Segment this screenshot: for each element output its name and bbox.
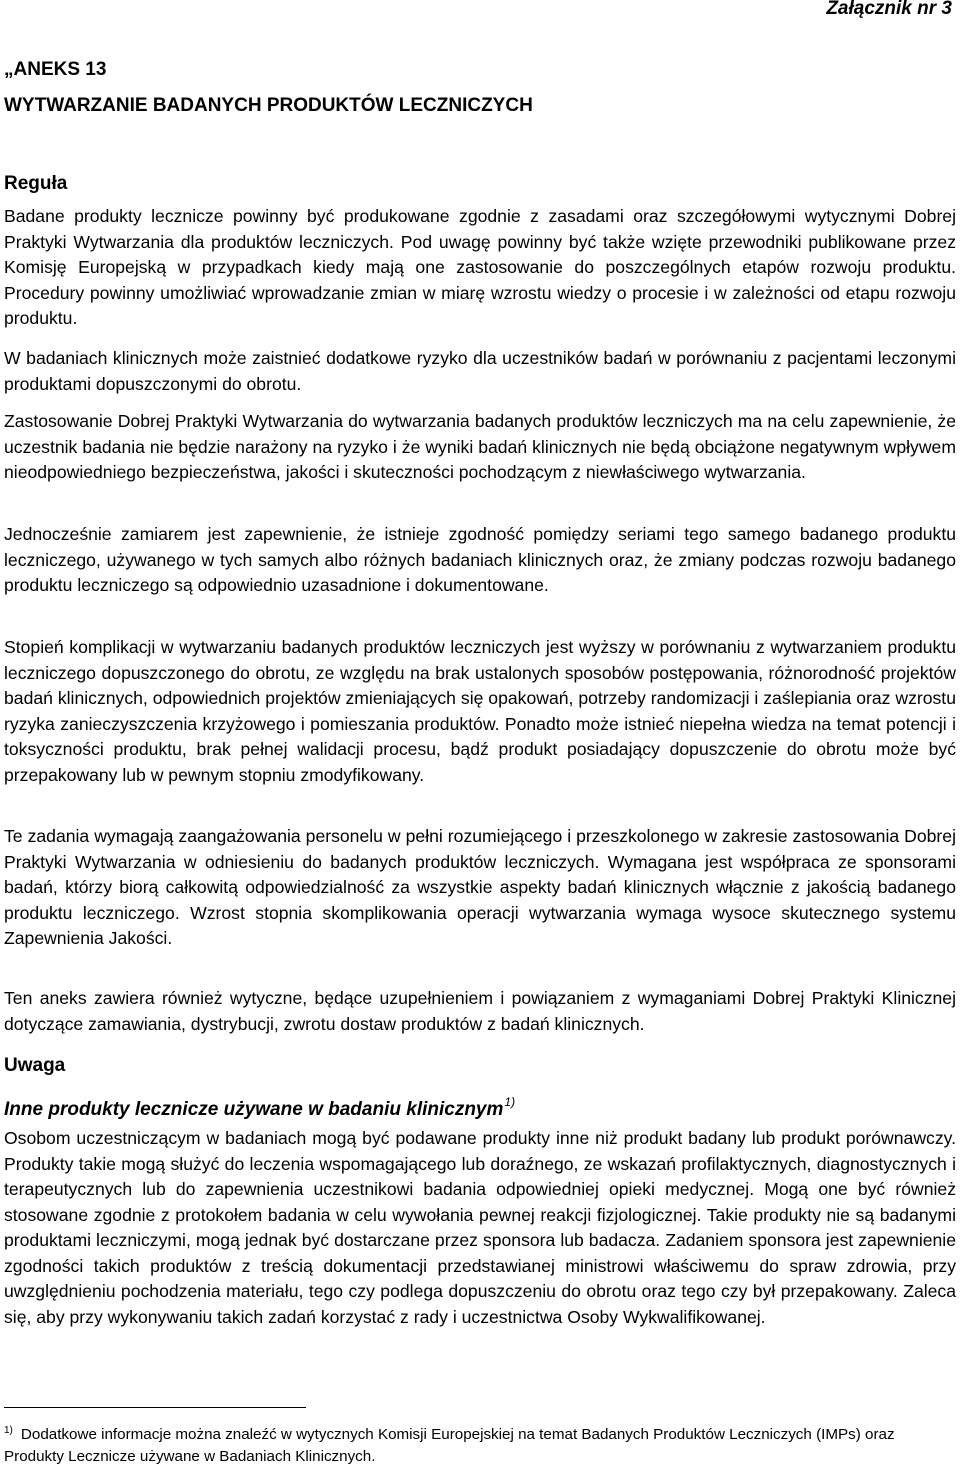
rule-paragraph: Te zadania wymagają zaangażowania personelu w pełni rozumiejącego i przeszkolonego w zakresie zastosowania Dobrej Praktyki Wytwarzania w odniesieniu do badanych produktów leczniczych. Wymagana jest współpraca ze sponsorami badań, którzy biorą całkowitą odpowiedzialność za wszystkie aspekty badań klinicznych włącznie z jakością badanego produktu leczniczego. Wzrost stopnia skomplikowania operacji wytwarzania wymaga wysoce skutecznego systemu Zapewnienia Jakości. — [4, 826, 956, 948]
annex-title: WYTWARZANIE BADANYCH PRODUKTÓW LECZNICZYCH — [4, 95, 533, 116]
rule-paragraph: Badane produkty lecznicze powinny być produkowane zgodnie z zasadami oraz szczegółowymi wytycznymi Dobrej Praktyki Wytwarzania dla produktów leczniczych. Pod uwagę powinny być także wzięte przewodniki publikowane przez Komisję Europejską w przypadkach kiedy mają one zastosowanie do poszczególnych etapów rozwoju produktu. Procedury powinny umożliwiać wprowadzanie zmian w miarę wzrostu wiedzy o procesie i w zależności od etapu rozwoju produktu. — [4, 206, 956, 328]
other-products-heading — [4, 1090, 515, 1122]
annex-number: „ANEKS 13 — [4, 59, 107, 80]
rule-paragraph: Zastosowanie Dobrej Praktyki Wytwarzania do wytwarzania badanych produktów leczniczych ma na celu zapewnienie, że uczestnik badania nie będzie narażony na ryzyko i że wyniki badań klinicznych nie będą obciążone negatywnym wpływem nieodpowiedniego bezpieczeństwa, jakości i skuteczności pochodzącym z niewłaściwego wytwarzania. — [4, 411, 956, 482]
rule-paragraph: Jednocześnie zamiarem jest zapewnienie, że istnieje zgodność pomiędzy seriami tego samego badanego produktu leczniczego, używanego w tych samych albo różnych badaniach klinicznych oraz, że zmiany podczas rozwoju badanego produktu leczniczego są odpowiednio uzasadnione i dokumentowane. — [4, 524, 956, 595]
note-heading: Uwaga — [4, 1055, 66, 1076]
rule-heading: Reguła — [4, 173, 68, 194]
note-paragraph: Osobom uczestniczącym w badaniach mogą być podawane produkty inne niż produkt badany lub produkt porównawczy. Produkty takie mogą służyć do leczenia wspomagającego lub doraźnego, ze wskazań profilaktycznych, diagnostycznych i terapeutycznych lub do zapewnienia uczestnikowi badania odpowiedniej opieki medycznej. Mogą one być również stosowane zgodnie z protokołem badania w celu wywołania pewnej reakcji fizjologicznej. Takie produkty nie są badanymi produktami leczniczymi, mogą jednak być dostarczane przez sponsora lub badacza. Zadaniem sponsora jest zapewnienie zgodności takich produktów z treścią dokumentacji przedstawianej ministrowi właściwemu do spraw zdrowia, przy uwzględnieniu pochodzenia materiału, tego czy podlega dopuszczeniu do obrotu oraz tego czy był przepakowany. Zaleca się, aby przy wykonywaniu takich zadań korzystać z rady i uczestnictwa Osoby Wykwalifikowanej. — [4, 1128, 956, 1327]
footnote-marker: 1) — [4, 1425, 13, 1436]
rule-paragraph: W badaniach klinicznych może zaistnieć dodatkowe ryzyko dla uczestników badań w porównaniu z pacjentami leczonymi produktami dopuszczonymi do obrotu. — [4, 348, 956, 394]
rule-paragraph: Stopień komplikacji w wytwarzaniu badanych produktów leczniczych jest wyższy w porównaniu z wytwarzaniem produktu leczniczego dopuszczonego do obrotu, ze względu na brak ustalonych sposobów postępowania, różnorodność projektów badań klinicznych, odpowiednich projektów zmieniających się opakowań, potrzeby randomizacji i zaślepiania oraz wzrostu ryzyka zanieczyszczenia krzyżowego i pomieszania produktów. Ponadto może istnieć niepełna wiedza na temat potencji i toksyczności produktu, brak pełnej walidacji procesu, bądź produkt posiadający dopuszczenie do obrotu może być przepakowany lub w pewnym stopniu zmodyfikowany. — [4, 637, 956, 785]
other-products-heading-text: Inne produkty lecznicze używane w badaniu klinicznym — [4, 1099, 504, 1120]
footnote — [4, 1420, 956, 1468]
footnote-divider — [4, 1407, 306, 1408]
footnote-reference: 1) — [504, 1095, 516, 1109]
rule-paragraph: Ten aneks zawiera również wytyczne, będące uzupełnieniem i powiązaniem z wymaganiami Dobrej Praktyki Klinicznej dotyczące zamawiania, dystrybucji, zwrotu dostaw produktów z badań klinicznych. — [4, 988, 956, 1034]
footnote-text: Dodatkowe informacje można znaleźć w wytycznych Komisji Europejskiej na temat Badanych Produktów Leczniczych (IMPs) oraz Produkty Lecznicze używane w Badaniach Klinicznych. — [4, 1426, 895, 1465]
annex-label: Załącznik nr 3 — [826, 0, 952, 19]
